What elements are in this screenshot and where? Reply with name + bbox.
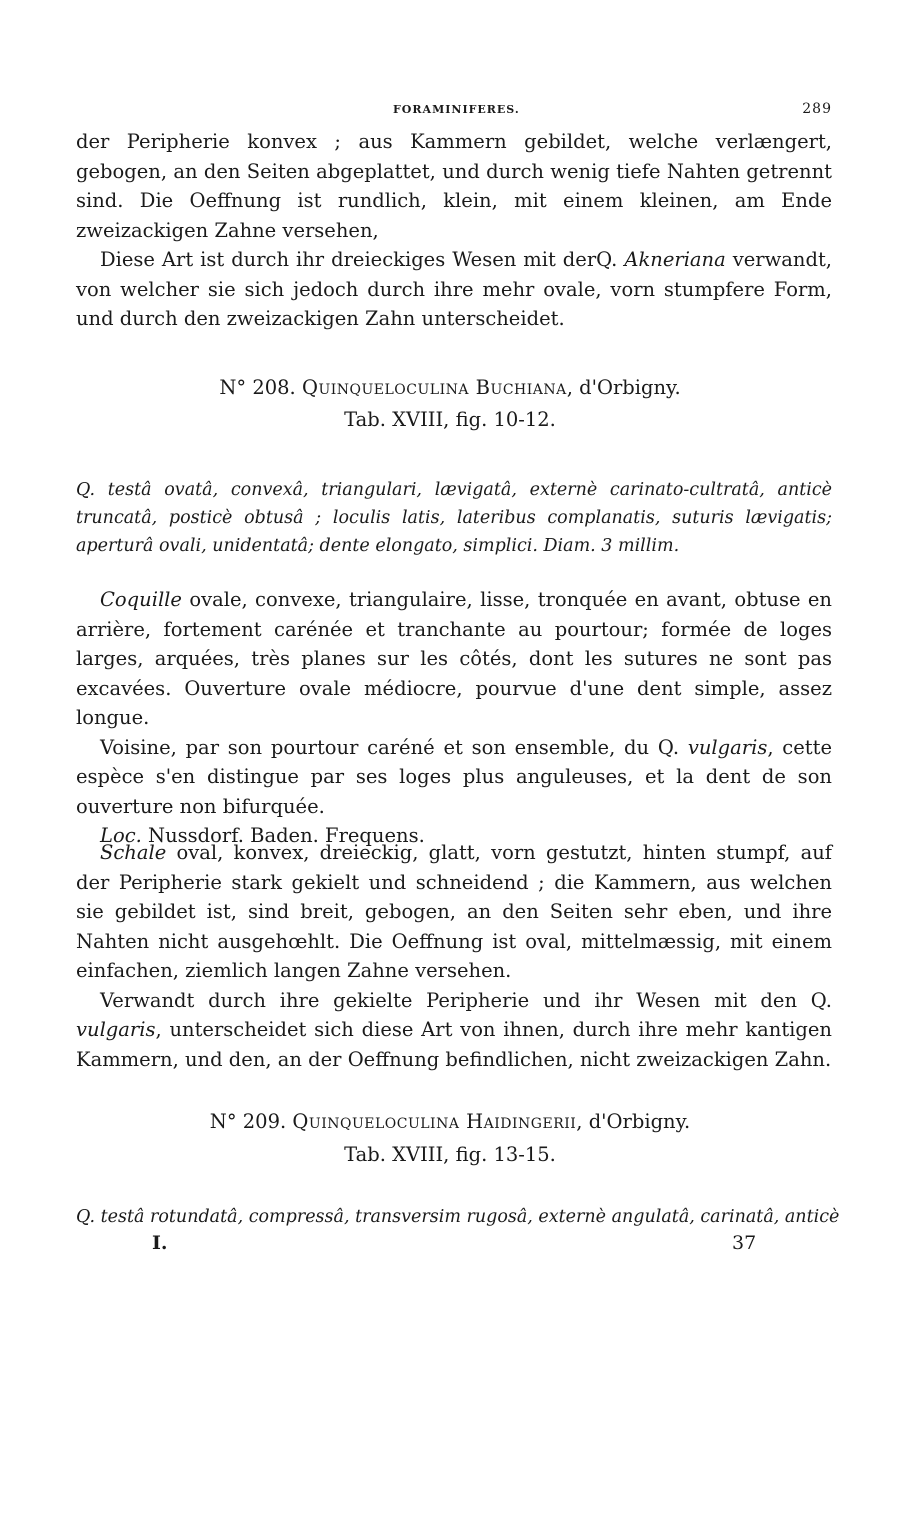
paragraph-german-4 (76, 986, 832, 1075)
lead-word: Schale (100, 841, 167, 864)
species-name: vulgaris (76, 1018, 156, 1041)
paragraph-french-1 (76, 585, 832, 733)
text-run: Diese Art ist durch ihr dreieckiges Wesen mit der (100, 248, 597, 271)
locality-text: Nussdorf. Baden. Frequens. (141, 824, 425, 847)
paragraph-french-2 (76, 733, 832, 822)
text-run: , cette espèce s'en distingue par ses loges plus anguleuses, et la dent de son ouverture non bifurquée. (76, 735, 832, 818)
text-run: ovale, convexe, triangulaire, lisse, tronquée en avant, obtuse en arrière, fortement carénée et tranchante au pourtour; formée de loges larges, arquées, très planes sur les côtés, dont les sutures ne sont pas excavées. Ouverture ovale médiocre, pourvue d'une dent simple, assez longue. (76, 588, 832, 729)
running-title: FORAMINIFERES. (393, 103, 520, 116)
species-abbrev: Q. (596, 248, 618, 271)
plate-reference-209: Tab. XVIII, fig. 13-15. (344, 1143, 556, 1166)
page-number: 289 (802, 101, 832, 117)
paragraph-german-3 (76, 838, 832, 986)
species-title: Quinqueloculina Buchiana (301, 376, 567, 399)
plate-reference-208: Tab. XVIII, fig. 10-12. (344, 408, 556, 431)
lead-word: Coquille (100, 588, 182, 611)
text-run: oval, konvex, dreieckig, glatt, vorn gestutzt, hinten stumpf, auf der Peripherie stark gekielt und schneidend ; die Kammern, aus welchen sie gebildet ist, sind breit, gebogen, an den Seiten sehr eben, und ihre Nahten nicht ausgehœhlt. Die Oeffnung ist oval, mittelmæssig, mit einem einfachen, ziemlich langen Zahne versehen. (76, 841, 832, 982)
german-description (76, 838, 832, 1074)
locality-label: Loc. (100, 824, 142, 847)
latin-diagnosis-209: Q. testâ rotundatâ, compressâ, transversim rugosâ, externè angulatâ, carinatâ, anticè (76, 1207, 840, 1227)
text-run: , unterscheidet sich diese Art von ihnen, durch ihre mehr kantigen Kammern, und den, an der Oeffnung befindlichen, nicht zweizackigen Zahn. (76, 1018, 832, 1071)
french-description (76, 585, 832, 851)
species-author: , d'Orbigny. (566, 376, 681, 399)
species-title: Quinqueloculina Haidingerii (292, 1110, 577, 1133)
volume-number: I. (152, 1232, 168, 1254)
text-run: Voisine, par son pourtour caréné et son ensemble, du Q. (100, 735, 688, 759)
text-run: verwandt, von welcher sie sich jedoch durch ihre mehr ovale, vorn stumpfere Form, und durch den zweizackigen Zahn unterscheidet. (76, 248, 832, 330)
german-continuation (76, 127, 832, 334)
species-heading-209 (0, 1107, 900, 1137)
species-number: N° 208. (219, 376, 296, 399)
signature-mark: 37 (732, 1232, 757, 1254)
species-author: , d'Orbigny. (576, 1110, 691, 1133)
latin-diagnosis-208: Q. testâ ovatâ, convexâ, triangulari, lævigatâ, externè carinato-cultratâ, anticè truncatâ, posticè obtusâ ; loculis latis, lateribus complanatis, suturis lævigatis; aperturâ ovali, unidentatâ; dente elongato, simplici. Diam. 3 millim. (76, 480, 832, 556)
species-name: vulgaris (687, 735, 768, 759)
text-run: Verwandt durch ihre gekielte Peripherie und ihr Wesen mit den Q. (100, 988, 832, 1012)
species-number: N° 209. (209, 1110, 287, 1133)
paragraph-german-2 (76, 245, 832, 334)
species-heading-208 (0, 373, 900, 403)
paragraph-german-1: der Peripherie konvex ; aus Kammern gebildet, welche verlængert, gebogen, an den Seiten abgeplattet, und durch wenig tiefe Nahten getrennt sind. Die Oeffnung ist rundlich, klein, mit einem kleinen, am Ende zweizackigen Zahne versehen, (76, 130, 832, 242)
species-name: Akneriana (624, 248, 726, 271)
